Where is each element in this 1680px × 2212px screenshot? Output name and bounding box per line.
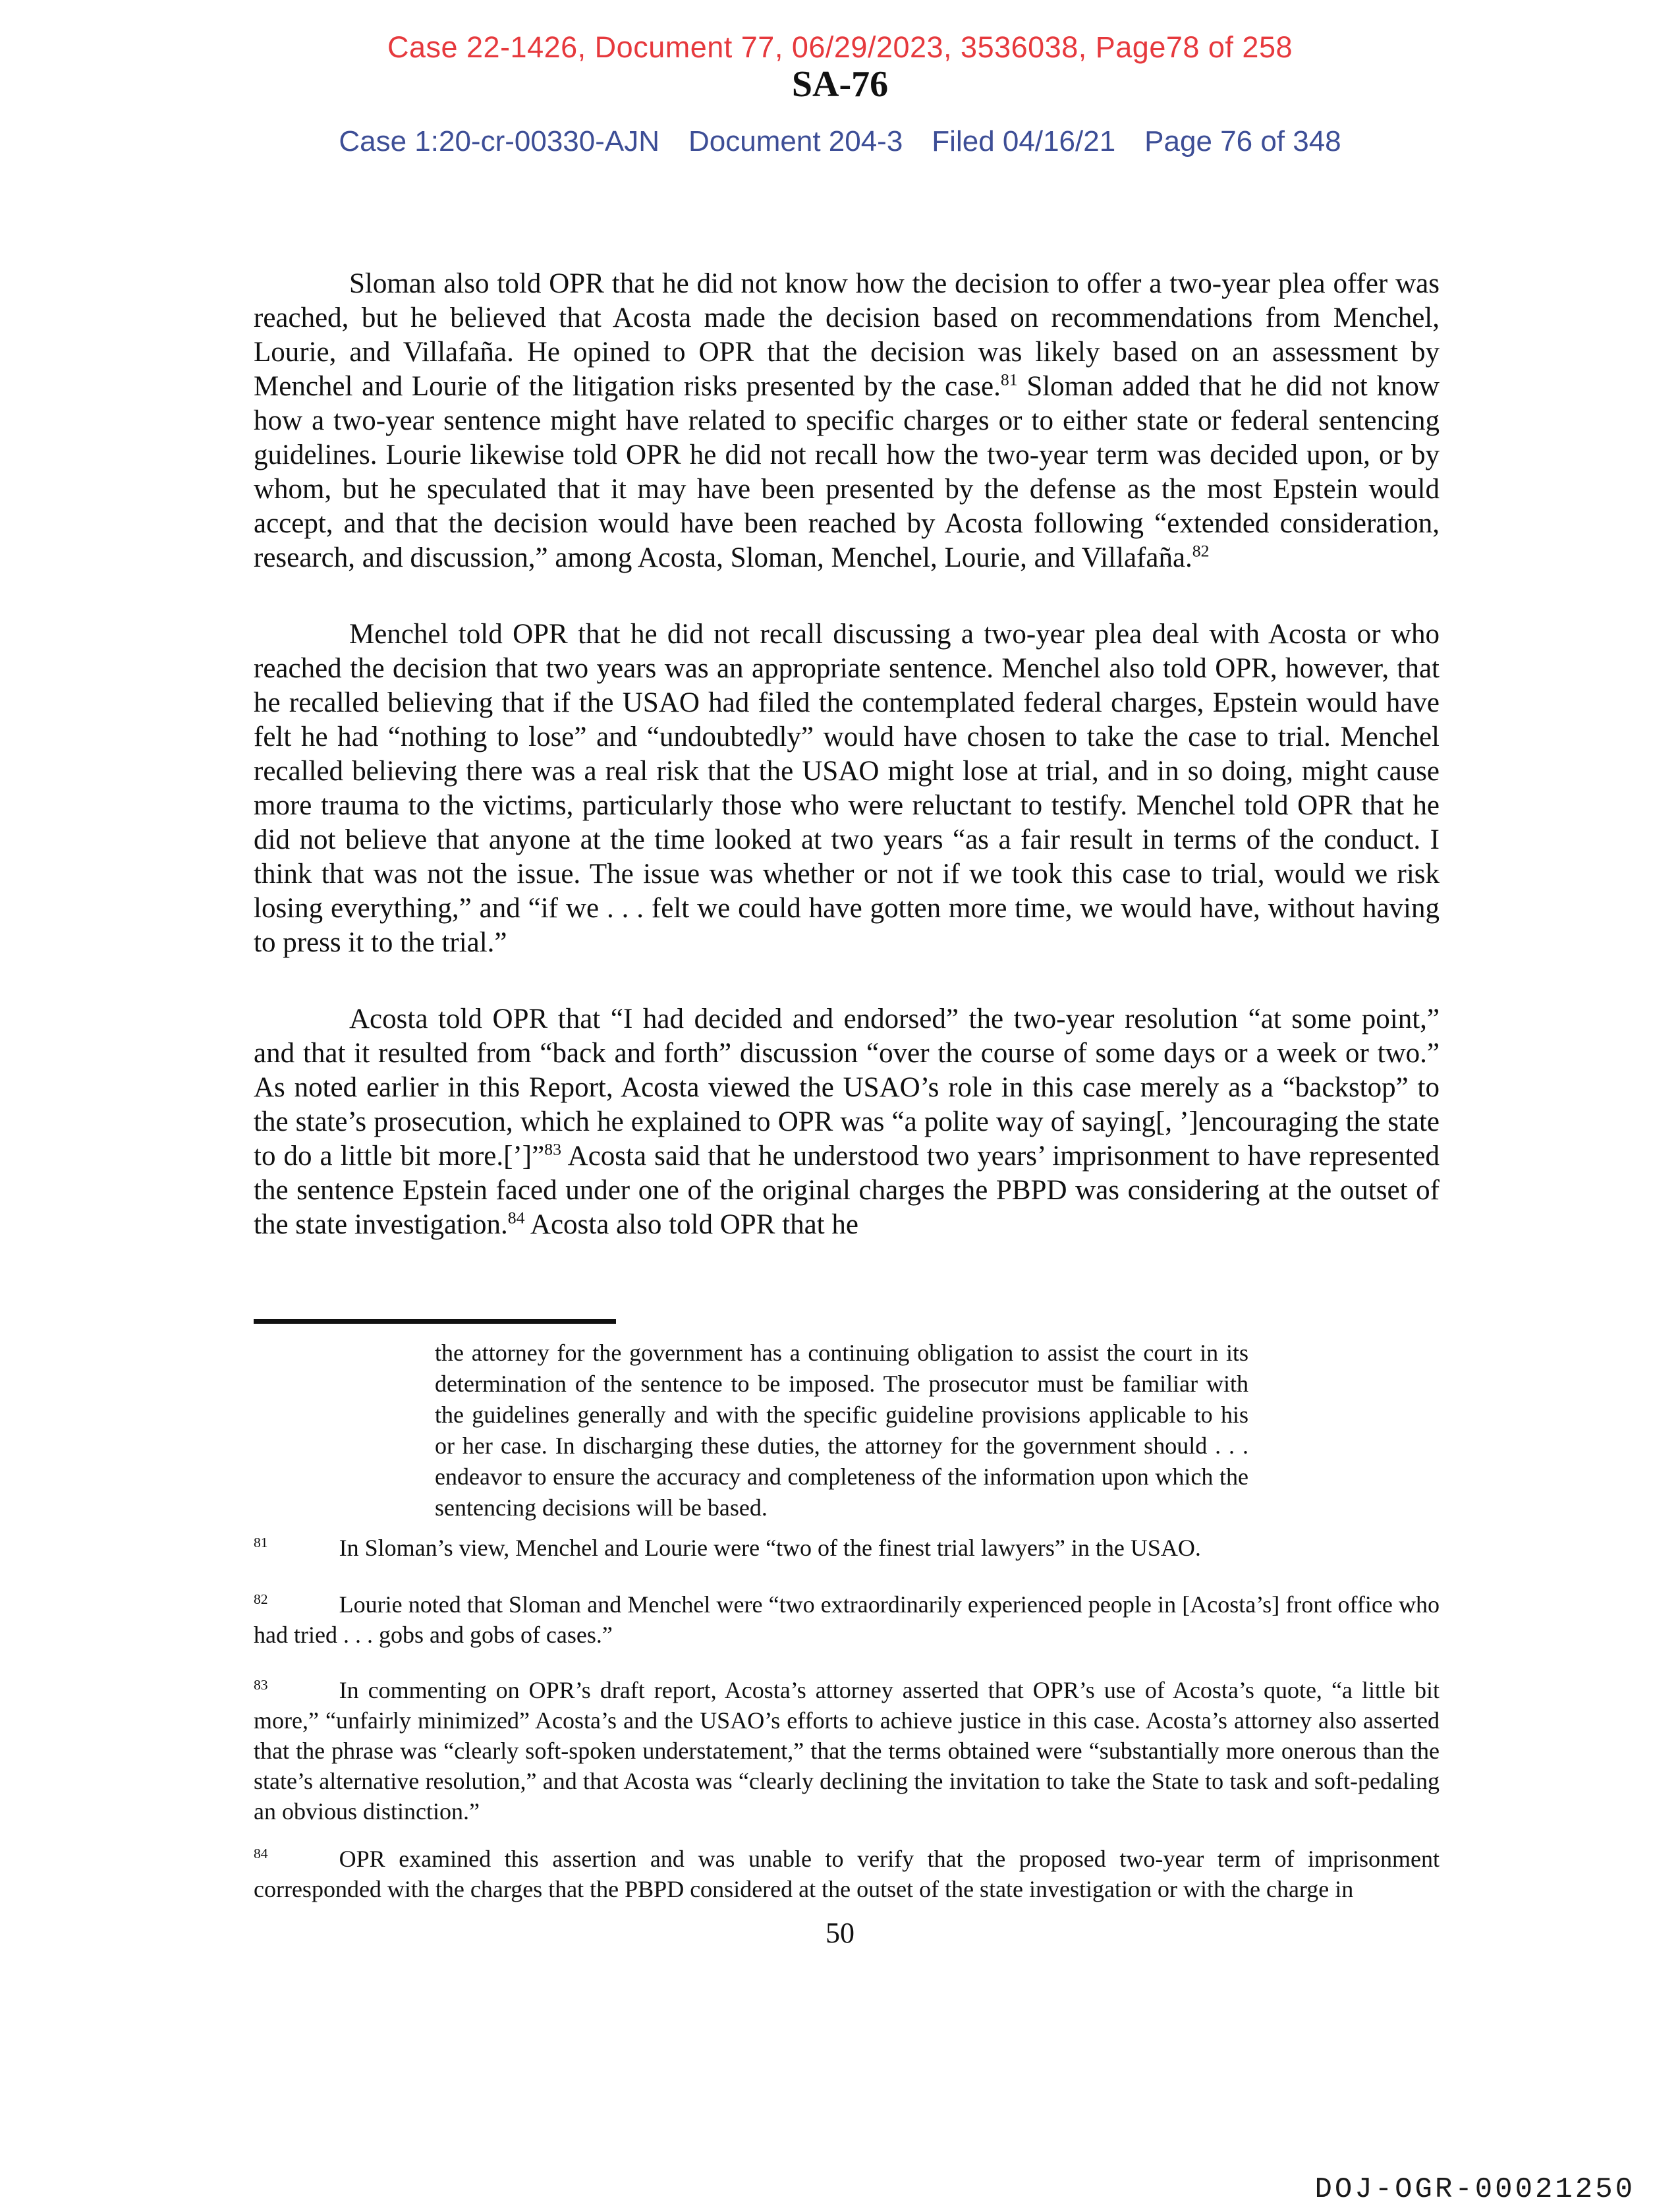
- page-number: 50: [826, 1917, 854, 1949]
- appendix-page-label: SA-76: [791, 64, 889, 105]
- body-text: [254, 267, 1440, 1242]
- footnote-continuation-quote: the attorney for the government has a continuing obligation to assist the court in its determination of the sentence to be imposed. The prosecutor must be familiar with the guidelines generally and with the specific guideline provisions applicable to his or her case. In discharging these duties, the attorney for the government should . . . endeavor to ensure the accuracy and completeness of the information upon which the sentencing decisions will be based.: [435, 1340, 1248, 1521]
- body-paragraph-3: Acosta told OPR that “I had decided and endorsed” the two-year resolution “at some point,” and that it resulted from “back and forth” discussion “over the course of some days or a week or two.” As noted earlier in this Report, Acosta viewed the USAO’s role in this case merely as a “backstop” to the state’s prosecution, which he explained to OPR was “a polite way of saying[, ’]encouraging the state to do a little bit more.[’]”$^{83}$ Acosta said that he understood two years’ imprisonment to have represented the sentence Epstein faced under one of the original charges the PBPD was considering at the outset of the state investigation.$^{84}$ Acosta also told OPR that he: [254, 1004, 1440, 1240]
- footnote-reference: 83: [254, 1677, 268, 1693]
- footnote-84: $^{84}$ OPR examined this assertion and was unable to verify that the proposed two-year term of imprisonment corresponded with the charges that the PBPD considered at the outset of the state investigation or with the charge in: [254, 1846, 1440, 1902]
- footnote-separator: [254, 1319, 616, 1324]
- footnote-reference: 83: [544, 1139, 561, 1159]
- bates-number: DOJ-OGR-00021250: [1314, 2173, 1635, 2206]
- body-paragraph-1: Sloman also told OPR that he did not know how the decision to offer a two-year plea offer was reached, but he believed that Acosta made the decision based on recommendations from Menchel, Lourie, and Villafaña. He opined to OPR that the decision was likely based on an assessment by Menchel and Lourie of the litigation risks presented by the case.$^{81}$ Sloman added that he did not know how a two-year sentence might have related to specific charges or to either state or federal sentencing guidelines. Lourie likewise told OPR he did not recall how the two-year term was decided upon, or by whom, but he speculated that it may have been presented by the defense as the most Epstein would accept, and that the decision would have been reached by Acosta following “extended consideration, research, and discussion,” among Acosta, Sloman, Menchel, Lourie, and Villafaña.$^{82}$: [254, 268, 1440, 573]
- footnote-reference: 81: [1000, 370, 1018, 389]
- district-court-caption: Case 1:20-cr-00330-AJN Document 204-3 Filed 04/16/21 Page 76 of 348: [339, 125, 1341, 157]
- footnote-reference: 84: [507, 1208, 525, 1228]
- footnote-81: $^{81}$ In Sloman’s view, Menchel and Lourie were “two of the finest trial lawyers” in the USAO.: [254, 1535, 1201, 1561]
- body-paragraph-2: Menchel told OPR that he did not recall discussing a two-year plea deal with Acosta or who reached the decision that two years was an appropriate sentence. Menchel also told OPR, however, that he recalled believing that if the USAO had filed the contemplated federal charges, Epstein would have felt he had “nothing to lose” and “undoubtedly” would have chosen to take the case to trial. Menchel recalled believing there was a real risk that the USAO might lose at trial, and in so doing, might cause more trauma to the victims, particularly those who were reluctant to testify. Menchel told OPR that he did not believe that anyone at the time looked at two years “as a fair result in terms of the conduct. I think that was not the issue. The issue was whether or not if we took this case to trial, would we risk losing everything,” and “if we . . . felt we could have gotten more time, we would have, without having to press it to the trial.”: [254, 619, 1440, 958]
- appellate-header-stamp: Case 22-1426, Document 77, 06/29/2023, 3536038, Page78 of 258: [387, 30, 1293, 64]
- footnote-reference: 84: [254, 1846, 268, 1861]
- footnote-reference: 82: [1192, 541, 1210, 561]
- footnote-reference: 81: [254, 1535, 268, 1550]
- footnote-reference: 82: [254, 1591, 268, 1607]
- footnote-82: $^{82}$ Lourie noted that Sloman and Menchel were “two extraordinarily experienced people in [Acosta’s] front office who had tried . . . gobs and gobs of cases.”: [254, 1591, 1440, 1648]
- footnote-83: $^{83}$ In commenting on OPR’s draft report, Acosta’s attorney asserted that OPR’s use of Acosta’s quote, “a little bit more,” “unfairly minimized” Acosta’s and the USAO’s efforts to achieve justice in this case. Acosta’s attorney also asserted that the phrase was “clearly soft-spoken understatement,” that the terms obtained were “substantially more onerous than the state’s alternative resolution,” and that Acosta was “clearly declining the invitation to take the State to task and soft-pedaling an obvious distinction.”: [254, 1677, 1440, 1825]
